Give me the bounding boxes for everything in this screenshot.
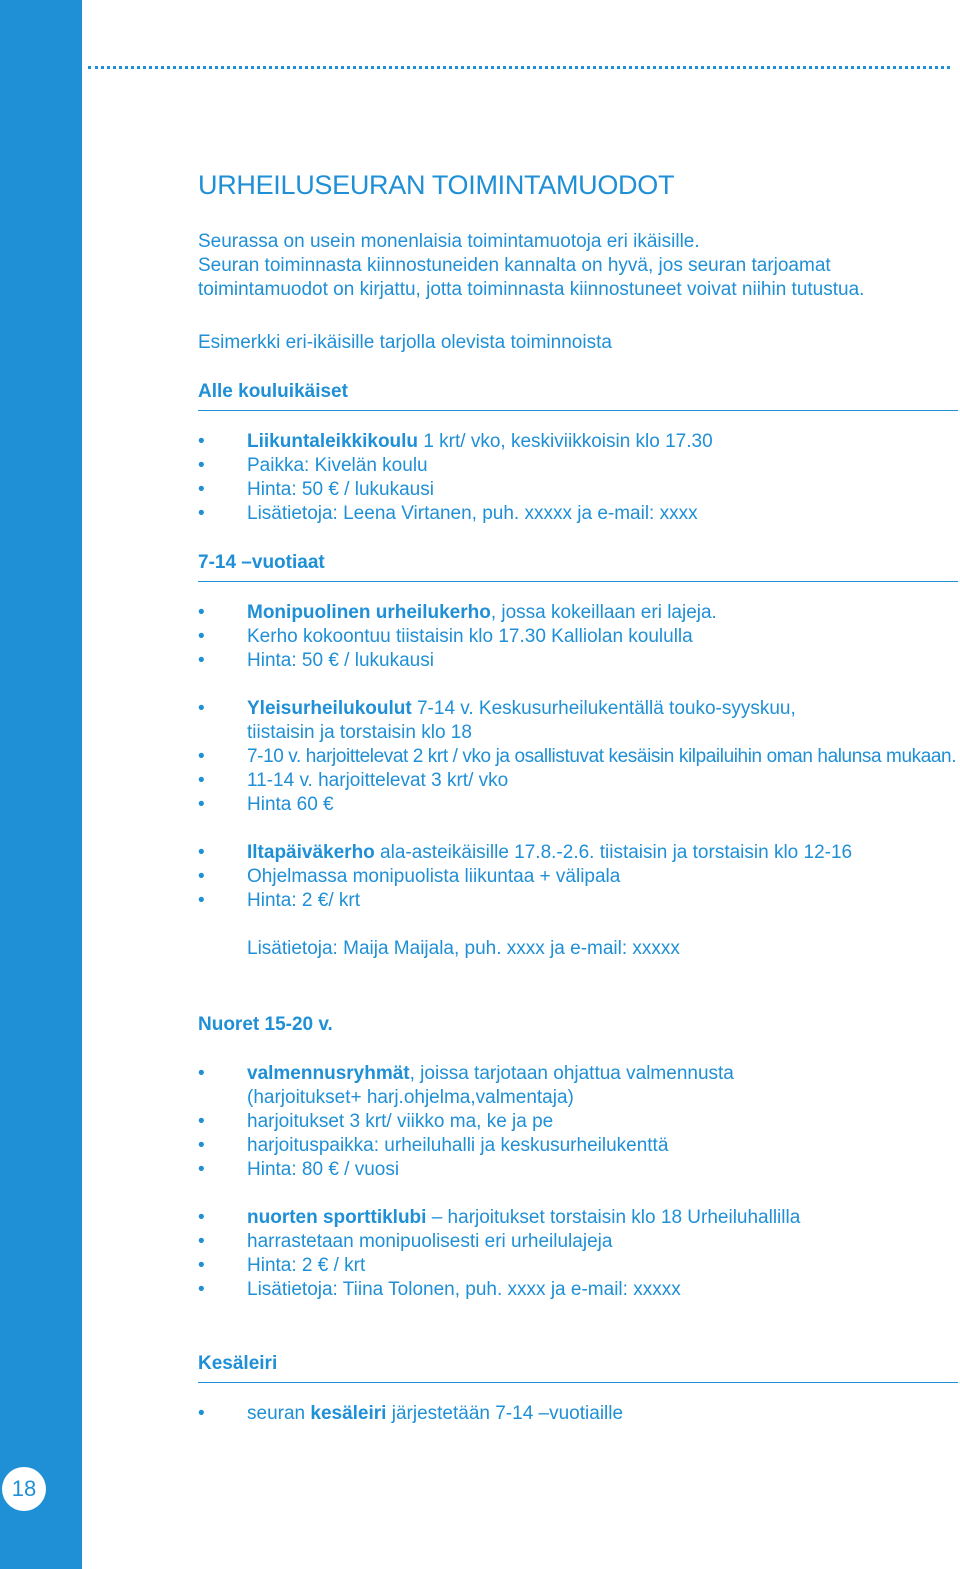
list-item	[198, 697, 958, 745]
sport-club-list	[198, 1206, 958, 1302]
list-item: • harjoitukset 3 krt/ viikko ma, ke ja pe	[198, 1110, 958, 1134]
intro-line: Seuran toiminnasta kiinnostuneiden kannalta on hyvä, jos seuran tarjoamat	[198, 255, 831, 276]
list-item: • harrastetaan monipuolisesti eri urheilulajeja	[198, 1230, 958, 1254]
section-heading-summer-camp: Kesäleiri	[198, 1352, 958, 1383]
item-text: seuran	[247, 1403, 311, 1424]
list-item	[198, 1062, 958, 1110]
athletics-list	[198, 697, 958, 817]
coaching-list	[198, 1062, 958, 1182]
afternoon-club-list	[198, 841, 958, 913]
list-item	[198, 841, 958, 865]
list-item	[198, 430, 958, 454]
list-item: • Hinta: 80 € / vuosi	[198, 1158, 958, 1182]
list-item: • Lisätietoja: Leena Virtanen, puh. xxxxx ja e-mail: xxxx	[198, 502, 958, 526]
list-item	[198, 1206, 958, 1230]
list-item: • 11-14 v. harjoittelevat 3 krt/ vko	[198, 769, 958, 793]
section-heading-preschool: Alle kouluikäiset	[198, 380, 958, 411]
list-item: • Hinta: 2 €/ krt	[198, 889, 958, 913]
example-heading: Esimerkki eri-ikäisille tarjolla olevista toiminnoista	[198, 332, 612, 353]
main-content	[198, 168, 958, 1426]
item-text: , jossa kokeillaan eri lajeja.	[490, 602, 717, 623]
item-bold: kesäleiri	[310, 1403, 387, 1424]
item-bold: nuorten sporttiklubi	[247, 1207, 427, 1228]
page-number: 18	[2, 1467, 46, 1511]
item-text: 7-14 v. Keskusurheilukentällä touko-syyskuu,	[411, 698, 796, 719]
item-bold: valmennusryhmät	[247, 1063, 410, 1084]
page-title: URHEILUSEURAN TOIMINTAMUODOT	[198, 170, 675, 200]
list-item	[198, 601, 958, 625]
preschool-list	[198, 430, 958, 526]
list-item: • Hinta: 50 € / lukukausi	[198, 649, 958, 673]
item-bold: Yleisurheilukoulut	[247, 698, 412, 719]
list-item: • Lisätietoja: Tiina Tolonen, puh. xxxx ja e-mail: xxxxx	[198, 1278, 958, 1302]
item-text: 1 krt/ vko, keskiviikkoisin klo 17.30	[418, 431, 713, 452]
list-item: • Kerho kokoontuu tiistaisin klo 17.30 Kalliolan koululla	[198, 625, 958, 649]
list-item: • Paikka: Kivelän koulu	[198, 454, 958, 478]
list-item: • Ohjelmassa monipuolista liikuntaa + välipala	[198, 865, 958, 889]
item-text: , joissa tarjotaan ohjattua valmennusta	[409, 1063, 734, 1084]
item-text-line2: tiistaisin ja torstaisin klo 18	[247, 722, 472, 743]
item-text: ala-asteikäisille 17.8.-2.6. tiistaisin ja torstaisin klo 12-16	[374, 842, 853, 863]
list-item: • Hinta: 2 € / krt	[198, 1254, 958, 1278]
list-item: • harjoituspaikka: urheiluhalli ja keskusurheilukenttä	[198, 1134, 958, 1158]
intro-paragraph	[198, 230, 958, 302]
list-item: • Hinta 60 €	[198, 793, 958, 817]
intro-line: Seurassa on usein monenlaisia toimintamuotoja eri ikäisille.	[198, 231, 700, 252]
intro-line: toimintamuodot on kirjattu, jotta toiminnasta kiinnostuneet voivat niihin tutustua.	[198, 279, 865, 300]
item-text: – harjoitukset torstaisin klo 18 Urheiluhallilla	[426, 1207, 801, 1228]
item-bold: Monipuolinen urheilukerho	[247, 602, 491, 623]
item-bold: Iltapäiväkerho	[247, 842, 375, 863]
sidebar-band	[0, 0, 82, 1569]
list-item	[198, 1402, 958, 1426]
list-item: • 7-10 v. harjoittelevat 2 krt / vko ja osallistuvat kesäisin kilpailuihin oman halunsa mukaan.	[198, 745, 958, 769]
club-list	[198, 601, 958, 673]
dotted-divider	[88, 66, 950, 69]
item-text-line2: (harjoitukset+ harj.ohjelma,valmentaja)	[247, 1087, 574, 1108]
list-item: • Hinta: 50 € / lukukausi	[198, 478, 958, 502]
item-bold: Liikuntaleikkikoulu	[247, 431, 419, 452]
section-heading-age7-14: 7-14 –vuotiaat	[198, 551, 958, 582]
contact-info: Lisätietoja: Maija Maijala, puh. xxxx ja e-mail: xxxxx	[247, 938, 680, 959]
item-text: järjestetään 7-14 –vuotiaille	[386, 1403, 624, 1424]
summer-camp-list	[198, 1402, 958, 1426]
section-heading-youth: Nuoret 15-20 v.	[198, 1014, 333, 1035]
